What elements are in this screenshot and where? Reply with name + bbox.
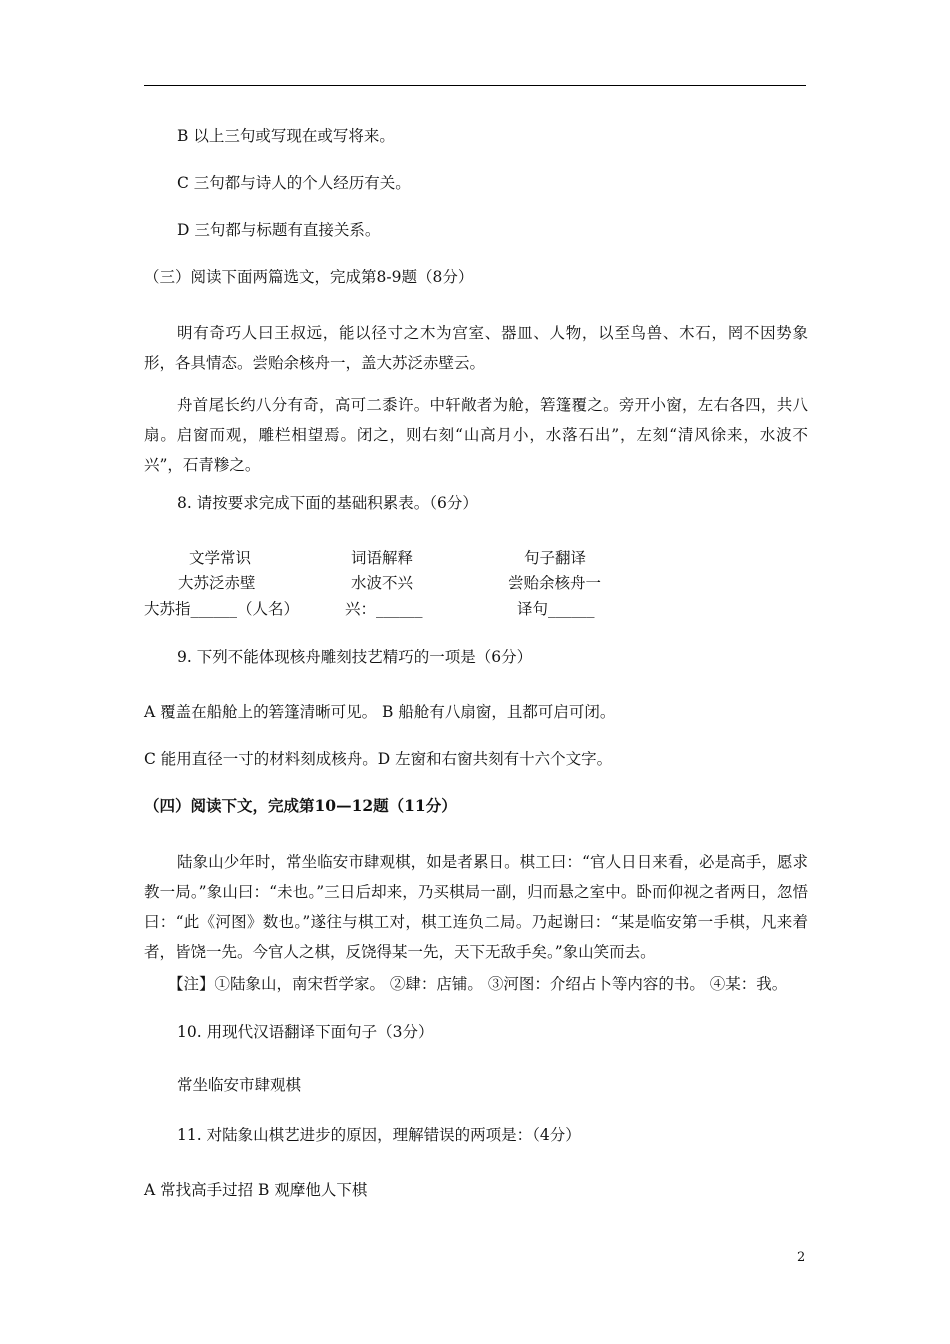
question-9-prompt: 9. 下列不能体现核舟雕刻技艺精巧的一项是（6分） — [177, 648, 533, 666]
question-11-options-ab: A 常找高手过招 B 观摩他人下棋 — [144, 1181, 368, 1199]
table-header-translation: 句子翻译 — [524, 549, 587, 567]
page-number: 2 — [797, 1250, 806, 1265]
option-c: C 三句都与诗人的个人经历有关。 — [177, 174, 411, 192]
table-cell-r2c2: 兴：______ — [345, 600, 423, 618]
question-11-prompt: 11. 对陆象山棋艺进步的原因，理解错误的两项是：（4分） — [177, 1126, 581, 1144]
table-cell-r1c2: 水波不兴 — [351, 574, 414, 592]
option-b: B 以上三句或写现在或写将来。 — [177, 127, 395, 145]
section4-heading: （四）阅读下文，完成第10—12题（11分） — [144, 796, 457, 815]
annotation-note: 【注】①陆象山，南宋哲学家。 ②肆：店铺。 ③河图：介绍占卜等内容的书。 ④某：我。 — [168, 975, 788, 993]
table-cell-r1c3: 尝贻余核舟一 — [508, 574, 602, 592]
table-cell-r2c1: 大苏指______（人名） — [144, 600, 300, 618]
header-rule — [144, 85, 806, 86]
question-10-prompt: 10. 用现代汉语翻译下面句子（3分） — [177, 1023, 434, 1041]
section3-heading: （三）阅读下面两篇选文，完成第8-9题（8分） — [144, 268, 474, 286]
option-d: D 三句都与标题有直接关系。 — [177, 221, 381, 239]
table-cell-r1c1: 大苏泛赤壁 — [178, 574, 256, 592]
question-9-options-ab: A 覆盖在船舱上的箬篷清晰可见。 B 船舱有八扇窗，且都可启可闭。 — [144, 703, 616, 721]
question-10-sentence: 常坐临安市肆观棋 — [177, 1076, 302, 1094]
table-header-literature: 文学常识 — [189, 549, 252, 567]
section3-paragraph-2: 舟首尾长约八分有奇，高可二黍许。中轩敞者为舱，箬篷覆之。旁开小窗，左右各四，共八扇。启窗而观，雕栏相望焉。闭之，则右刻“山高月小，水落石出”，左刻“清风徐来，水波不兴”，石青糁之。 — [144, 396, 808, 474]
table-cell-r2c3: 译句______ — [517, 600, 595, 618]
question-8-prompt: 8. 请按要求完成下面的基础积累表。（6分） — [177, 494, 478, 512]
question-9-options-cd: C 能用直径一寸的材料刻成核舟。D 左窗和右窗共刻有十六个文字。 — [144, 750, 613, 768]
section3-paragraph-1: 明有奇巧人曰王叔远，能以径寸之木为宫室、器皿、人物，以至鸟兽、木石，罔不因势象形，各具情态。尝贻余核舟一，盖大苏泛赤壁云。 — [144, 324, 808, 372]
section4-passage: 陆象山少年时，常坐临安市肆观棋，如是者累日。棋工曰：“官人日日来看，必是高手，愿求教一局。”象山曰：“未也。”三日后却来，乃买棋局一副，归而悬之室中。卧而仰视之者两日，忽悟曰：“此《河图》数也。”遂往与棋工对，棋工连负二局。乃起谢曰：“某是临安第一手棋，凡来着者，皆饶一先。今官人之棋，反饶得某一先，天下无敌手矣。”象山笑而去。 — [144, 853, 808, 961]
table-header-vocabulary: 词语解释 — [351, 549, 414, 567]
